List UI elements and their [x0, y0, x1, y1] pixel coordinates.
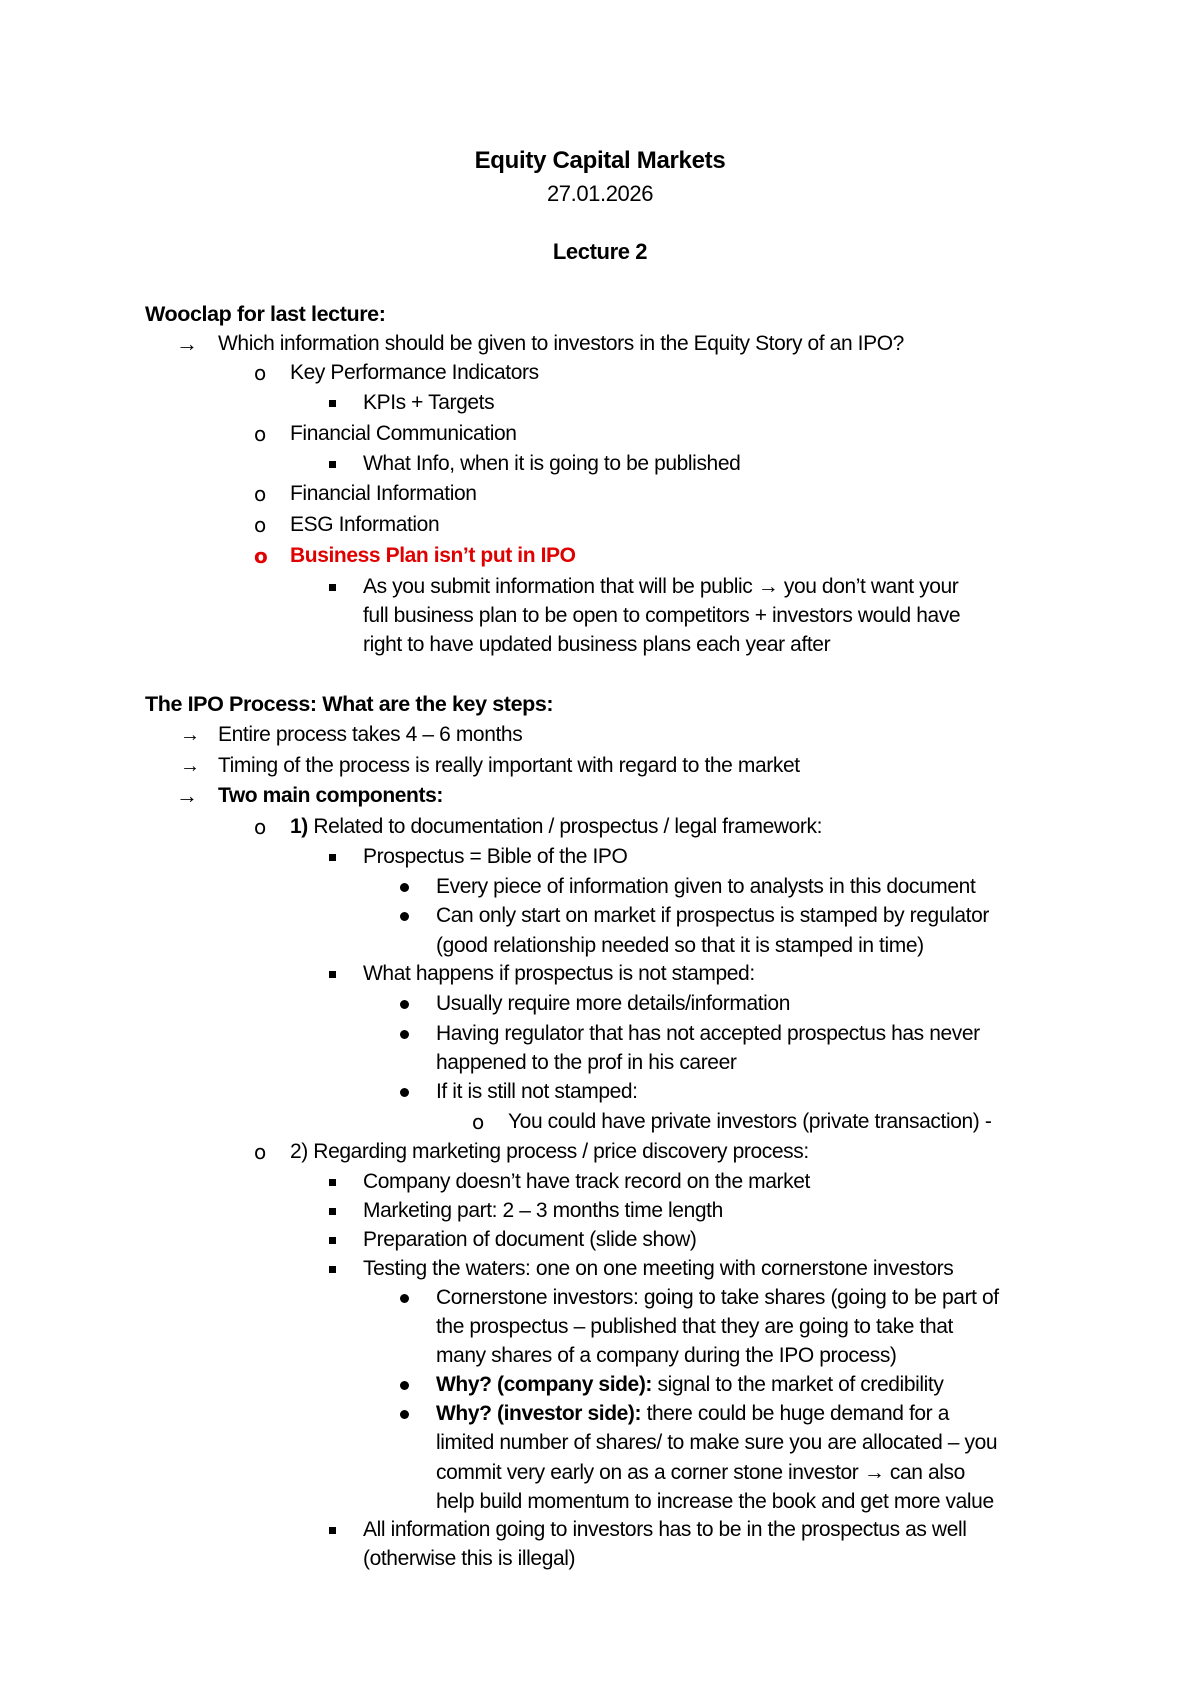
circle-bullet-icon: o: [254, 544, 268, 568]
circle-bullet-icon: o: [254, 361, 267, 385]
list-item-text: signal to the market of credibility: [657, 1373, 944, 1396]
list-item: Prospectus = Bible of the IPO: [363, 845, 628, 868]
doc-title: Equity Capital Markets: [474, 147, 726, 174]
list-item-continuation: right to have updated business plans each year after: [363, 633, 831, 656]
square-bullet-icon: [329, 1527, 336, 1534]
dot-bullet-icon: [400, 1000, 409, 1009]
arrow-icon: →: [176, 783, 198, 808]
list-item: Financial Information: [290, 482, 477, 505]
list-item-text: As you submit information that will be public: [363, 575, 753, 598]
circle-bullet-icon: o: [254, 815, 267, 839]
list-item: What happens if prospectus is not stamped:: [363, 962, 755, 985]
list-item-text: commit very early on as a corner stone investor: [436, 1461, 859, 1484]
square-bullet-icon: [329, 1266, 336, 1273]
list-item: Company doesn’t have track record on the market: [363, 1170, 810, 1193]
list-item: You could have private investors (private transaction) -: [508, 1110, 992, 1133]
list-item-continuation: (otherwise this is illegal): [363, 1547, 576, 1570]
square-bullet-icon: [329, 400, 336, 407]
list-item: Preparation of document (slide show): [363, 1228, 697, 1251]
list-item: Usually require more details/information: [436, 992, 790, 1015]
list-item-text: Related to documentation / prospectus / legal framework:: [313, 815, 823, 838]
list-item-continuation: happened to the prof in his career: [436, 1051, 737, 1074]
circle-bullet-icon: o: [254, 513, 267, 537]
list-item-continuation: many shares of a company during the IPO process): [436, 1344, 897, 1367]
list-item: Testing the waters: one on one meeting with cornerstone investors: [363, 1257, 954, 1280]
list-item: All information going to investors has to be in the prospectus as well: [363, 1518, 967, 1541]
arrow-icon: →: [180, 724, 200, 746]
list-item: KPIs + Targets: [363, 391, 495, 414]
list-item: [290, 813, 822, 841]
list-item-label: Why? (company side):: [436, 1373, 653, 1396]
square-bullet-icon: [329, 1208, 336, 1215]
square-bullet-icon: [329, 854, 336, 861]
list-item-highlight: Business Plan isn’t put in IPO: [290, 544, 576, 567]
list-item: ESG Information: [290, 513, 440, 536]
list-item-continuation: [436, 1459, 965, 1487]
list-item: [363, 573, 958, 601]
dot-bullet-icon: [400, 1410, 409, 1419]
wooclap-question: Which information should be given to investors in the Equity Story of an IPO?: [218, 332, 904, 355]
circle-bullet-icon: o: [254, 1140, 267, 1164]
list-item: Financial Communication: [290, 422, 517, 445]
list-item-continuation: full business plan to be open to competitors + investors would have: [363, 604, 961, 627]
list-item: Cornerstone investors: going to take shares (going to be part of: [436, 1286, 999, 1309]
list-item-label: Why? (investor side):: [436, 1402, 642, 1425]
list-item: [436, 1400, 949, 1428]
square-bullet-icon: [329, 584, 336, 591]
circle-bullet-icon: o: [254, 422, 267, 446]
list-item-continuation: limited number of shares/ to make sure you are allocated – you: [436, 1431, 998, 1454]
right-arrow-icon: →: [757, 575, 779, 598]
list-item: If it is still not stamped:: [436, 1080, 638, 1103]
list-item: Entire process takes 4 – 6 months: [218, 723, 523, 746]
doc-date: 27.01.2026: [546, 181, 654, 206]
square-bullet-icon: [329, 971, 336, 978]
list-item: Timing of the process is really important with regard to the market: [218, 754, 800, 777]
list-item: Marketing part: 2 – 3 months time length: [363, 1199, 723, 1222]
circle-bullet-icon: o: [472, 1110, 485, 1134]
dot-bullet-icon: [400, 1088, 409, 1097]
wooclap-heading: Wooclap for last lecture:: [145, 302, 386, 326]
square-bullet-icon: [329, 1179, 336, 1186]
ipo-heading: The IPO Process: What are the key steps:: [145, 692, 554, 716]
component-number: 1): [290, 815, 308, 838]
dot-bullet-icon: [400, 912, 409, 921]
list-item-continuation: the prospectus – published that they are going to take that: [436, 1315, 953, 1338]
circle-bullet-icon: o: [254, 482, 267, 506]
arrow-icon: →: [180, 755, 200, 777]
list-item-text: can also: [889, 1461, 965, 1484]
list-item-text: there could be huge demand for a: [646, 1402, 949, 1425]
list-item-text: you don’t want your: [783, 575, 959, 598]
list-item-continuation: help build momentum to increase the book and get more value: [436, 1490, 994, 1513]
list-item: [436, 1371, 943, 1399]
list-item: What Info, when it is going to be published: [363, 452, 741, 475]
dot-bullet-icon: [400, 883, 409, 892]
list-item: Can only start on market if prospectus is stamped by regulator: [436, 904, 989, 927]
dot-bullet-icon: [400, 1030, 409, 1039]
list-item: Key Performance Indicators: [290, 361, 539, 384]
list-item: 2) Regarding marketing process / price discovery process:: [290, 1140, 809, 1163]
square-bullet-icon: [329, 1237, 336, 1244]
arrow-icon: →: [176, 331, 198, 356]
list-item: Having regulator that has not accepted prospectus has never: [436, 1022, 980, 1045]
square-bullet-icon: [329, 461, 336, 468]
right-arrow-icon: →: [863, 1461, 885, 1484]
list-item-continuation: (good relationship needed so that it is stamped in time): [436, 934, 924, 957]
lecture-label: Lecture 2: [552, 239, 648, 264]
dot-bullet-icon: [400, 1381, 409, 1390]
list-item: Every piece of information given to analysts in this document: [436, 875, 976, 898]
list-item: Two main components:: [218, 784, 443, 807]
dot-bullet-icon: [400, 1294, 409, 1303]
